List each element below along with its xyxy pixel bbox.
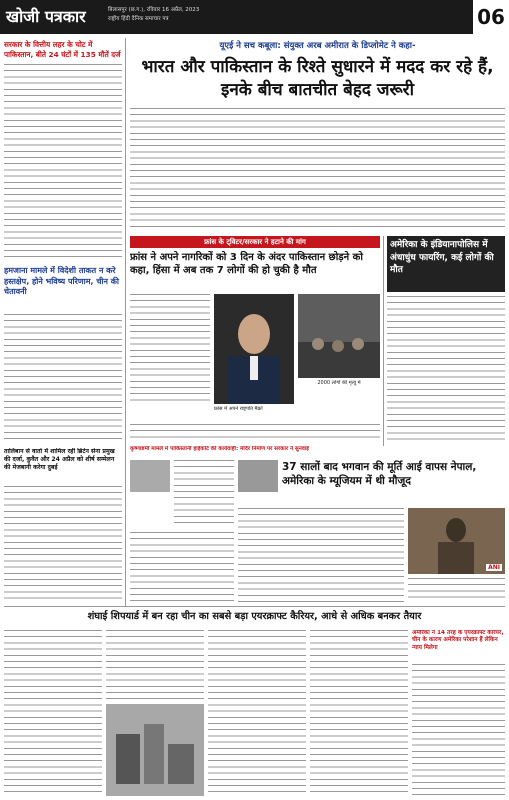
nepal-headline-box — [282, 460, 505, 504]
left-story3-headline-box — [4, 448, 122, 482]
nepal-headline: 37 सालों बाद भगवान की मूर्ति आई वापस नेपाल, अमेरिका के म्यूजियम में थी मौजूद — [282, 461, 477, 487]
masthead — [0, 0, 509, 34]
left-story1-headline: सरकार के वित्तीय लहर के चोट में पाकिस्तान, बीते 24 घंटों में 135 मौतें दर्ज — [4, 40, 121, 59]
left-story3-headline: तालिबान से वार्ता में शामिल रहीं ब्रिटेन सेना प्रमुख की दर्जा, कुवैत और 24 अप्रैल को शीर्ष सम्मेलन की मेजबानी करेगा दुबई — [4, 448, 115, 471]
nepal-body — [238, 508, 404, 602]
top-story-kicker: यूएई ने सच कबूला: संयुक्त अरब अमीरात के डिप्लोमेट ने कहा- — [219, 41, 416, 51]
bottom-subhead-box — [412, 630, 505, 660]
macron-photo — [214, 294, 294, 404]
nepal-kicker-box — [130, 446, 380, 458]
left-story3-body — [4, 486, 122, 602]
ship-photo — [106, 704, 204, 796]
column-divider-right — [383, 236, 384, 446]
bottom-divider — [4, 606, 505, 607]
indianapolis-headline-box — [387, 236, 505, 292]
france-tag: फ्रांस के ट्विटर/सरकार ने हटाने की मांग — [130, 236, 380, 248]
top-story-body — [130, 108, 505, 232]
indianapolis-body — [387, 296, 505, 444]
crowd-caption: 2000 लोगों की मृत्यु में — [317, 380, 361, 386]
left-story2-headline-box — [4, 266, 122, 310]
top-story-headline: भारत और पाकिस्तान के रिश्ते सुधारने में मदद कर रहे हैं, इनके बीच बातचीत बेहद जरूरी — [141, 57, 494, 100]
france-headline: फ्रांस ने अपने नागरिकों को 3 दिन के अंदर पाकिस्तान छोड़ने को कहा, हिंसा में अब तक 7 लोगों की हो चुकी है मौत — [130, 252, 363, 276]
france-body-bottom — [130, 424, 380, 440]
indianapolis-headline: अमेरिका के इंडियानापोलिस में अंधाधुंध फायरिंग, कई लोगों की मौत — [390, 240, 494, 275]
thumbnail-photo-1 — [130, 460, 170, 492]
page-number: 06 — [473, 0, 509, 34]
thumbnail-photo-2 — [238, 460, 278, 492]
nepal-kicker: कृष्णाष्टमी मामले में पाकिस्तानी हाईकोर्ट की कार्यवाही: मंदिर निर्माण पर सरकार ने सुनवाई — [130, 446, 309, 452]
left-story1-body — [4, 64, 122, 260]
top-story-headline-box — [130, 56, 505, 104]
crowd-caption-box — [298, 380, 380, 394]
crowd-photo — [298, 294, 380, 378]
bottom-body-col2 — [106, 630, 204, 700]
bottom-headline: शंघाई शिपयार्ड में बन रहा चीन का सबसे बड़ा एयरक्राफ्ट कैरियर, आधे से अधिक बनकर तैयार — [87, 611, 422, 622]
bottom-body-col5 — [412, 664, 505, 796]
france-body-col1 — [130, 294, 210, 404]
macron-caption: फ्रांस में अपने राष्ट्रपति मैक्रों — [214, 406, 263, 412]
column-divider — [125, 38, 126, 606]
nepal-body-right — [408, 578, 505, 602]
france-headline-box — [130, 251, 380, 291]
nepal-kicker-body — [174, 460, 234, 528]
bottom-body-col3 — [208, 630, 306, 796]
bottom-body-col4 — [310, 630, 408, 796]
bottom-subhead: अमेरिका ने 14 तरह के एयरक्राफ्ट कैरियर, चीन के कारण अमेरिका परेशान हैं लेकिन न्याय मिलेगा — [412, 630, 504, 651]
bottom-headline-box — [4, 609, 505, 627]
macron-caption-box — [214, 406, 294, 420]
nepal-body-left — [130, 532, 234, 602]
left-story2-headline: हमजाना मामले में विदेशी ताकत न करे हस्तक्षेप, होने भविष्य परिणाम, चीन की चेतावनी — [4, 266, 119, 296]
newspaper-logo: खोजी पत्रकार — [6, 7, 86, 26]
france-tag-box — [130, 236, 380, 248]
masthead-meta — [108, 6, 358, 24]
left-story1-headline-box — [4, 40, 122, 60]
bottom-body-col1 — [4, 630, 102, 796]
left-story2-body — [4, 314, 122, 444]
tagline: राष्ट्रीय हिंदी दैनिक समाचार पत्र — [108, 16, 169, 22]
ani-badge: ANI — [488, 564, 500, 571]
idol-photo — [408, 508, 505, 574]
top-story-kicker-box — [130, 40, 505, 54]
date-line: बिलासपुर (छ.ग.), रविवार 16 अप्रैल, 2023 — [108, 7, 200, 13]
